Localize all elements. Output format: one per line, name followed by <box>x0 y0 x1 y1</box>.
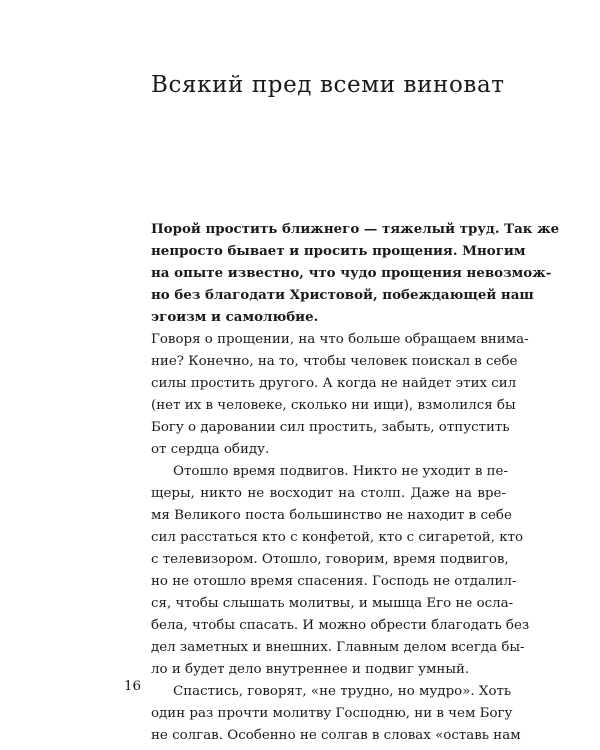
body-line: силы простить другого. А когда не найдет этих сил <box>151 376 517 391</box>
page-title: Всякий пред всеми виноват <box>151 72 505 98</box>
page-number: 16 <box>124 679 142 694</box>
body-line: не солгав. Особенно не солгав в словах «оставь нам <box>151 728 521 743</box>
body-line: ние? Конечно, на то, чтобы человек поискал в себе <box>151 354 518 369</box>
lead-line: Порой простить ближнего — тяжелый труд. Так же <box>151 221 560 237</box>
body-line: от сердца обиду. <box>151 442 270 457</box>
body-line: (нет их в человеке, сколько ни ищи), взмолился бы <box>151 398 516 413</box>
body-line: щеры, никто не восходит на столп. Даже на вре- <box>151 486 506 501</box>
body-line: сил расстаться кто с конфетой, кто с сигаретой, кто <box>151 530 524 545</box>
body-line: Спастись, говорят, «не трудно, но мудро». Хоть <box>173 684 512 699</box>
body-line: Богу о даровании сил простить, забыть, отпустить <box>151 420 510 435</box>
body-line: но не отошло время спасения. Господь не отдалил- <box>151 574 517 589</box>
body-line: ся, чтобы слышать молитвы, и мышца Его не осла- <box>151 596 514 611</box>
body-line: с телевизором. Отошло, говорим, время подвигов, <box>151 552 509 567</box>
body-line: бела, чтобы спасать. И можно обрести благодать без <box>151 618 530 633</box>
lead-line: эгоизм и самолюбие. <box>151 309 319 325</box>
body-line: Говоря о прощении, на что больше обращаем внима- <box>151 332 529 347</box>
lead-line: но без благодати Христовой, побеждающей наш <box>151 287 534 303</box>
lead-line: на опыте известно, что чудо прощения невозмож- <box>151 265 552 281</box>
body-line: дел заметных и внешних. Главным делом всегда бы- <box>151 640 525 655</box>
body-line: Отошло время подвигов. Никто не уходит в пе- <box>173 464 509 479</box>
body-line: один раз прочти молитву Господню, ни в чем Богу <box>151 706 513 721</box>
lead-paragraph <box>151 218 560 328</box>
body-text <box>151 329 530 747</box>
body-line: ло и будет дело внутреннее и подвиг умный. <box>151 662 470 677</box>
body-line: мя Великого поста большинство не находит в себе <box>151 508 512 523</box>
lead-line: непросто бывает и просить прощения. Многим <box>151 243 526 259</box>
